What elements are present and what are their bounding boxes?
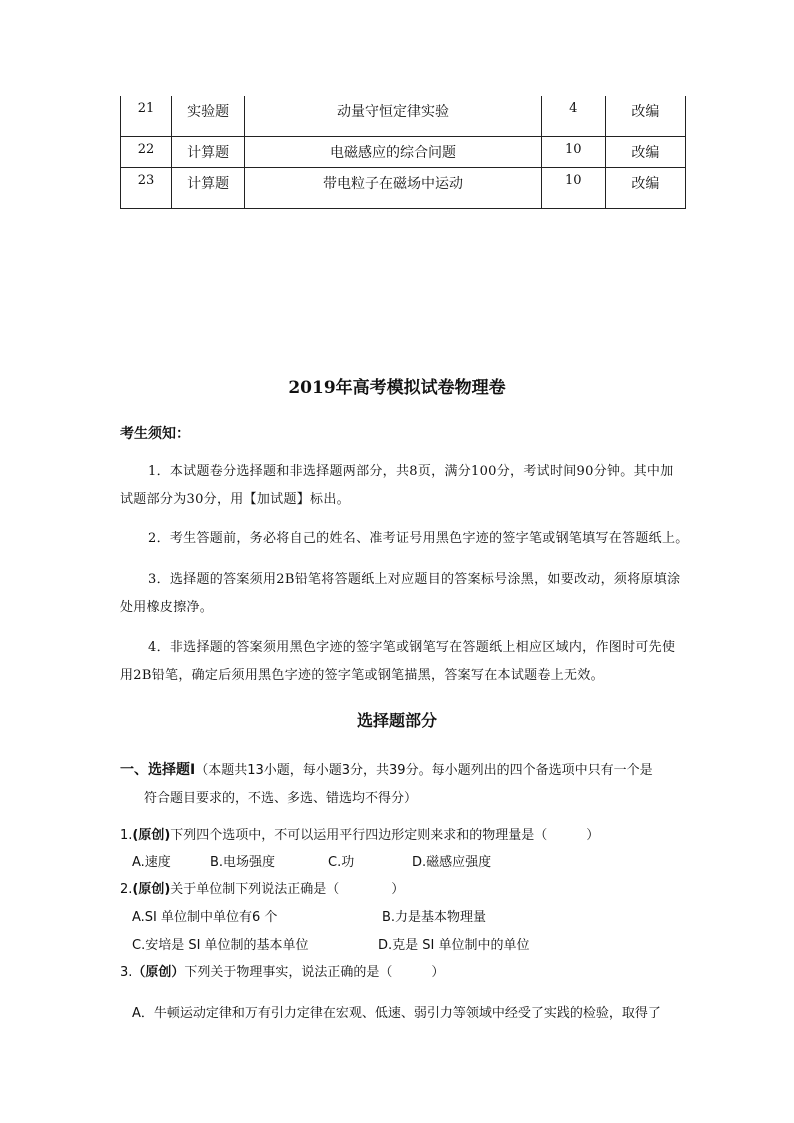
section1-instructions [120,756,720,813]
option-c: C.安培是 SI 单位制的基本单位 [132,938,309,953]
row-type: 计算题 [172,136,245,167]
option-d: D.克是 SI 单位制中的单位 [378,938,530,953]
row-source: 改编 [605,167,685,208]
row-number: 22 [121,136,172,167]
question-tag: （原创） [132,965,185,980]
question-text: 下列四个选项中，不可以运用平行四边形定则来求和的物理量是（ ） [170,828,600,843]
option-c: C.功 [328,855,355,870]
table-row [121,96,686,136]
question-text: 下列关于物理事实，说法正确的是（ ） [184,965,445,980]
notice-line: 4．非选择题的答案须用黑色字迹的签字笔或钢笔写在答题纸上相应区域内，作图时可先使 [148,640,676,655]
section1-head: 一、选择题Ⅰ [120,762,196,778]
question-3 [120,961,444,980]
question-tag: (原创) [132,882,171,897]
notice-line: 1．本试题卷分选择题和非选择题两部分，共8页，满分100分，考试时间90分钟。其中加 [148,464,674,479]
option-b: B.力是基本物理量 [382,910,487,925]
notice-line: 处用橡皮擦净。 [120,600,214,615]
exam-title: 2019年高考模拟试卷物理卷 [288,378,506,398]
row-type: 实验题 [172,96,245,136]
row-topic: 电磁感应的综合问题 [245,136,542,167]
question-number: 1. [120,828,133,843]
question-number: 2. [120,882,133,897]
row-score: 10 [541,167,605,208]
question-1 [120,824,599,843]
option-a: A.SI 单位制中单位有6 个 [132,910,278,925]
question-tag: (原创) [132,828,171,843]
notice-item [120,566,710,622]
notice-item [120,525,740,553]
row-number: 23 [121,167,172,208]
section1-line [120,756,720,785]
notice-line: 3．选择题的答案须用2B铅笔将答题纸上对应题目的答案标号涂黑，如要改动，须将原填涂 [148,572,681,587]
question-text: 关于单位制下列说法正确是（ ） [170,882,405,897]
row-number: 21 [121,96,172,136]
row-score: 10 [541,136,605,167]
row-topic: 带电粒子在磁场中运动 [245,167,542,208]
option-b: B.电场强度 [210,855,276,870]
row-source: 改编 [605,136,685,167]
row-source: 改编 [605,96,685,136]
notice-item [120,634,710,690]
notice-heading: 考生须知： [120,426,190,442]
option-d: D.磁感应强度 [412,855,492,870]
option-a: A．牛顿运动定律和万有引力定律在宏观、低速、弱引力等领域中经受了实践的检验，取得了 [132,1006,661,1021]
table-row [121,136,686,167]
section1-desc2: 符合题目要求的，不选、多选、错选均不得分） [144,791,418,806]
notice-line: 用2B铅笔，确定后须用黑色字迹的签字笔或钢笔描黑，答案写在本试题卷上无效。 [120,668,604,683]
question-spec-table [120,96,686,209]
row-score: 4 [541,96,605,136]
question-2 [120,878,404,897]
section1-desc: （本题共13小题，每小题3分，共39分。每小题列出的四个备选项中只有一个是 [195,763,653,778]
row-topic: 动量守恒定律实验 [245,96,542,136]
section-title: 选择题部分 [356,711,437,730]
notice-item [120,458,710,514]
table-row [121,167,686,208]
notice-line: 2．考生答题前，务必将自己的姓名、准考证号用黑色字迹的签字笔或钢笔填写在答题纸上。 [148,531,689,546]
notice-line: 试题部分为30分，用【加试题】标出。 [120,492,350,507]
option-a: A.速度 [132,855,171,870]
question-number: 3. [120,965,133,980]
row-type: 计算题 [172,167,245,208]
